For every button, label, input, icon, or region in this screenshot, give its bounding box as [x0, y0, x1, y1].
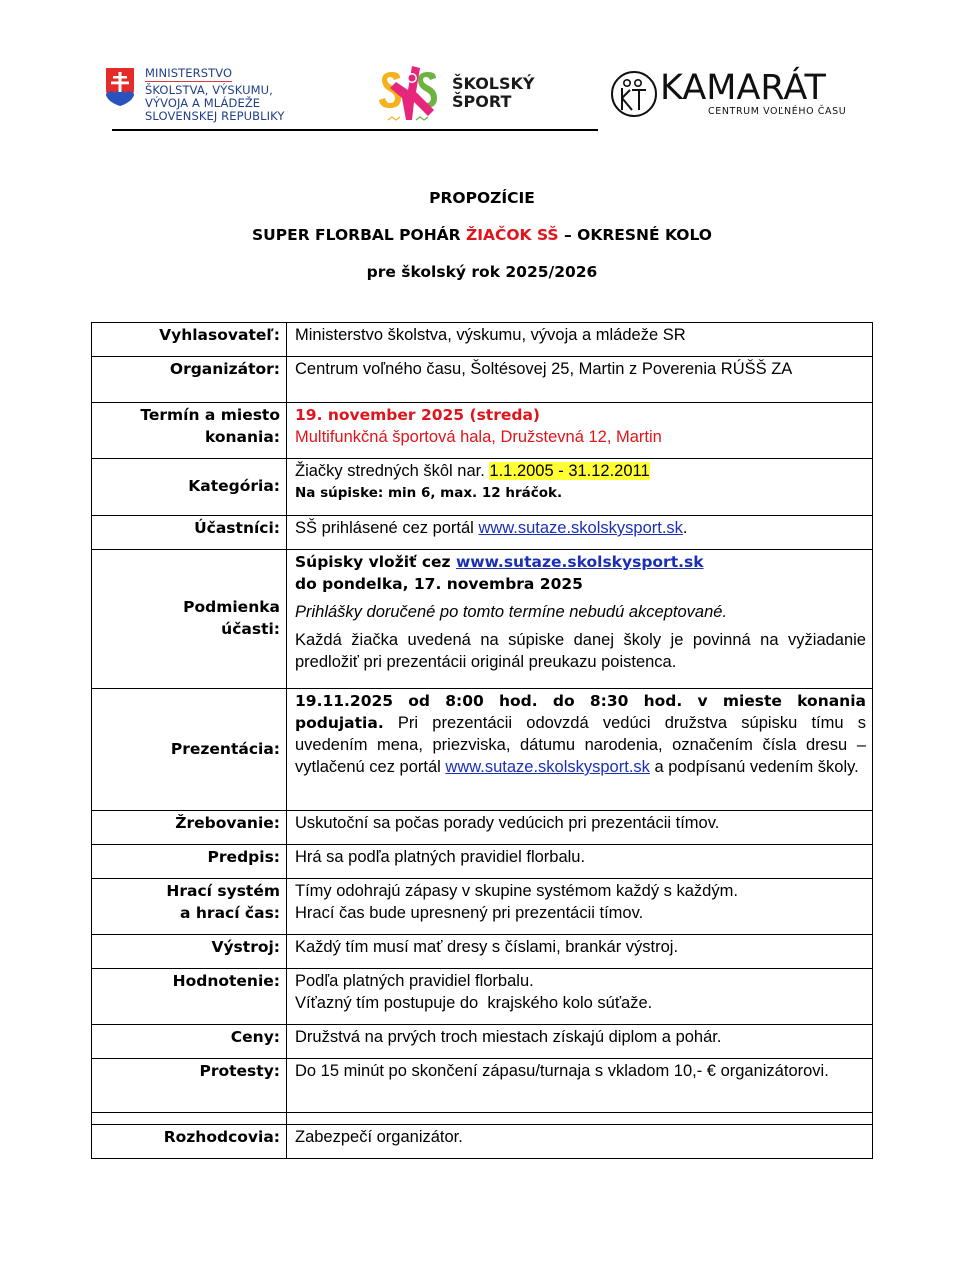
row-ucastnici	[92, 516, 873, 550]
row-label: Účastníci:	[92, 516, 287, 550]
row-label	[92, 879, 287, 935]
row-value	[287, 689, 873, 811]
row-label: Ceny:	[92, 1025, 287, 1059]
row-zrebovanie	[92, 811, 873, 845]
kamarat-subtitle: CENTRUM VOĽNÉHO ČASU	[708, 106, 847, 117]
kamarat-logo	[610, 70, 846, 118]
category-description: Žiačky stredných škôl nar.	[295, 462, 490, 480]
row-label-line-1: Termín a miesto	[140, 406, 280, 424]
skolsky-sport-logo	[376, 58, 535, 128]
row-label-line-1: Podmienka	[183, 598, 280, 616]
advancement-note: Víťazný tím postupuje do krajského kolo súťaže.	[295, 994, 653, 1012]
document-titles	[0, 180, 964, 291]
row-value-empty	[287, 1113, 873, 1125]
row-label: Kategória:	[92, 459, 287, 516]
row-value: Družstvá na prvých troch miestach získajú diplom a pohár.	[287, 1025, 873, 1059]
portal-link[interactable]: www.sutaze.skolskysport.sk	[455, 553, 704, 571]
row-label-line-1: Hrací systém	[166, 882, 280, 900]
row-value	[287, 516, 873, 550]
row-rozhodcovia	[92, 1125, 873, 1159]
roster-deadline: do pondelka, 17. novembra 2025	[295, 575, 583, 593]
portal-link[interactable]: www.sutaze.skolskysport.sk	[478, 519, 683, 537]
row-label	[92, 403, 287, 459]
portal-link[interactable]: www.sutaze.skolskysport.sk	[445, 758, 650, 776]
competition-title-prefix: SUPER FLORBAL POHÁR	[252, 226, 466, 244]
row-vystroj	[92, 935, 873, 969]
row-label: Hodnotenie:	[92, 969, 287, 1025]
row-value	[287, 550, 873, 689]
roster-upload-instruction	[295, 551, 866, 573]
row-termin	[92, 403, 873, 459]
registration-time: 19.11.2025 od 8:00 hod. do 8:30 hod. v mieste konania podujatia.	[295, 692, 866, 732]
kamarat-logo-icon	[610, 70, 658, 118]
insurance-card-note: Každá žiačka uvedená na súpiske danej školy je povinná na vyžiadanie predložiť pri prezentácii originál preukazu poistenca.	[295, 631, 866, 671]
row-label: Vyhlasovateľ:	[92, 323, 287, 357]
row-label: Prezentácia:	[92, 689, 287, 811]
competition-title	[0, 217, 964, 254]
row-label	[92, 550, 287, 689]
propositions-table	[91, 322, 873, 1159]
row-value: Hrá sa podľa platných pravidiel florbalu.	[287, 845, 873, 879]
category-text	[295, 460, 866, 482]
ministry-name-line-4: SLOVENSKEJ REPUBLIKY	[145, 109, 285, 123]
row-label-line-2: a hrací čas:	[180, 904, 280, 922]
row-kategoria	[92, 459, 873, 516]
skolsky-sport-line-2: ŠPORT	[452, 92, 512, 111]
game-time: Hrací čas bude upresnený pri prezentácii tímov.	[295, 904, 644, 922]
row-podmienka	[92, 550, 873, 689]
game-system: Tímy odohrajú zápasy v skupine systémom každý s každým.	[295, 882, 738, 900]
row-hraci-system	[92, 879, 873, 935]
row-empty	[92, 1113, 873, 1125]
skolsky-sport-logo-icon	[376, 58, 446, 128]
ministry-name-line-3: VÝVOJA A MLÁDEŽE	[145, 96, 261, 110]
row-label: Organizátor:	[92, 357, 287, 403]
late-applications-note: Prihlášky doručené po tomto termíne nebudú akceptované.	[295, 603, 728, 621]
registration-text: Pri prezentácii odovzdá vedúci družstva súpisku tímu s uvedením mena, priezviska, dátumu narodenia, označením čísla dresu – vytlačenú cez portál	[295, 714, 866, 776]
birth-date-range: 1.1.2005 - 31.12.2011	[489, 462, 650, 480]
row-label: Žrebovanie:	[92, 811, 287, 845]
row-value: Každý tím musí mať dresy s číslami, brankár výstroj.	[287, 935, 873, 969]
row-value	[287, 969, 873, 1025]
row-prezentacia	[92, 689, 873, 811]
ministry-name-line-2: ŠKOLSTVA, VÝSKUMU,	[145, 83, 273, 97]
kamarat-title: KAMARÁT	[660, 68, 826, 108]
row-value: Zabezpečí organizátor.	[287, 1125, 873, 1159]
ministry-name-line-1: MINISTERSTVO	[145, 66, 233, 80]
document-title: PROPOZÍCIE	[429, 189, 535, 207]
row-ceny	[92, 1025, 873, 1059]
row-hodnotenie	[92, 969, 873, 1025]
row-value	[287, 403, 873, 459]
roster-limits: Na súpiske: min 6, max. 12 hráčok.	[295, 485, 563, 501]
competition-round: – OKRESNÉ KOLO	[558, 226, 712, 244]
participants-text: SŠ prihlásené cez portál	[295, 519, 479, 537]
participants-period: .	[682, 519, 688, 537]
row-label-line-2: konania:	[204, 428, 280, 446]
event-date: 19. november 2025 (streda)	[295, 406, 541, 424]
ministry-logo	[105, 67, 285, 123]
competition-category: ŽIAČOK SŠ	[466, 226, 559, 244]
row-predpis	[92, 845, 873, 879]
row-label-line-2: účasti:	[221, 620, 280, 638]
registration-text-end: a podpísanú vedením školy.	[649, 758, 859, 776]
event-venue: Multifunkčná športová hala, Družstevná 12, Martin	[295, 428, 662, 446]
row-label: Výstroj:	[92, 935, 287, 969]
row-vyhlasovatel	[92, 323, 873, 357]
row-label: Rozhodcovia:	[92, 1125, 287, 1159]
roster-upload-text: Súpisky vložiť cez	[295, 553, 456, 571]
row-label: Protesty:	[92, 1059, 287, 1113]
row-protesty	[92, 1059, 873, 1113]
row-organizator	[92, 357, 873, 403]
school-year: pre školský rok 2025/2026	[366, 263, 598, 281]
row-value: Ministerstvo školstva, výskumu, vývoja a mládeže SR	[287, 323, 873, 357]
header-divider	[112, 129, 598, 131]
row-value: Do 15 minút po skončení zápasu/turnaja s vkladom 10,- € organizátorovi.	[287, 1059, 873, 1113]
row-value	[287, 879, 873, 935]
row-value: Centrum voľného času, Šoltésovej 25, Martin z Poverenia RÚŠŠ ZA	[287, 357, 873, 403]
row-value	[287, 459, 873, 516]
slovak-coat-of-arms-icon	[105, 67, 135, 107]
skolsky-sport-line-1: ŠKOLSKÝ	[452, 74, 535, 93]
row-value: Uskutoční sa počas porady vedúcich pri prezentácii tímov.	[287, 811, 873, 845]
row-label-empty	[92, 1113, 287, 1125]
row-label: Predpis:	[92, 845, 287, 879]
evaluation-rules: Podľa platných pravidiel florbalu.	[295, 972, 534, 990]
